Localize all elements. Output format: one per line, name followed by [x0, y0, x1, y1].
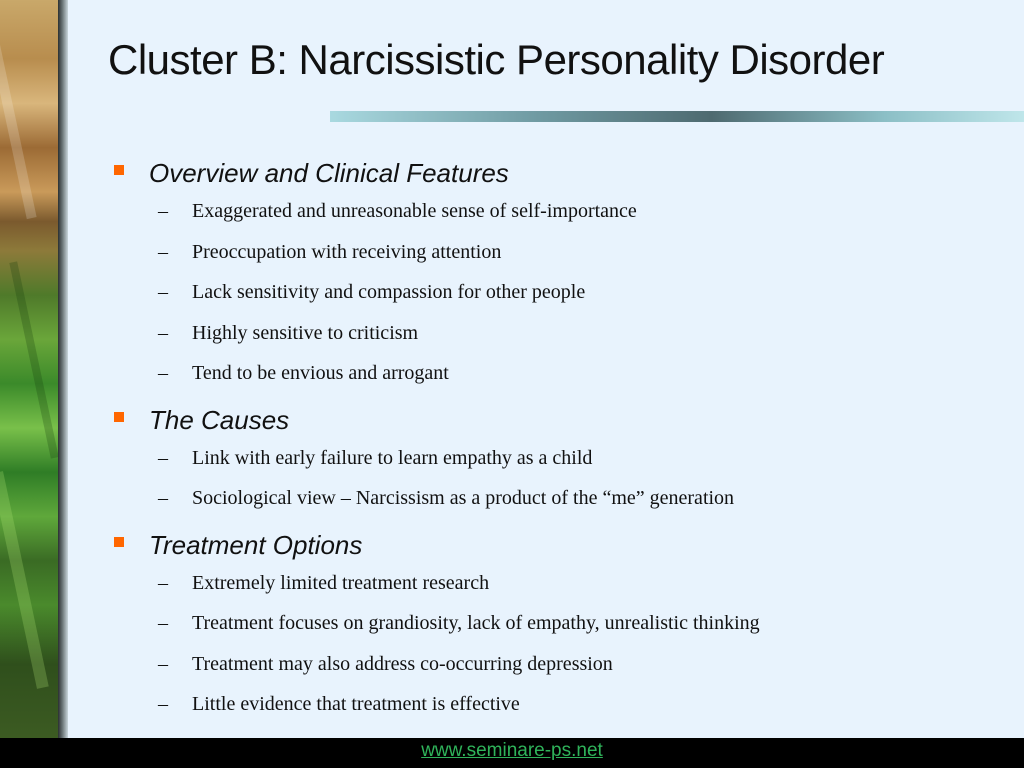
section-overview: [108, 152, 988, 399]
dash-bullet-icon: –: [158, 281, 168, 303]
list-item: [108, 358, 988, 399]
list-item: [108, 277, 988, 318]
list-item-text: Treatment focuses on grandiosity, lack of empathy, unrealistic thinking: [192, 612, 760, 634]
section-heading: [108, 524, 988, 568]
footer-website-link[interactable]: www.seminare-ps.net: [421, 740, 603, 761]
strip-streak: [0, 41, 37, 219]
square-bullet-icon: [114, 412, 124, 422]
dash-bullet-icon: –: [158, 362, 168, 384]
dash-bullet-icon: –: [158, 321, 168, 344]
sub-bullet-list: [108, 443, 988, 524]
dash-bullet-icon: –: [158, 200, 168, 222]
list-item-text: Sociological view – Narcissism as a product of the “me” generation: [192, 487, 735, 509]
sub-bullet-list: [108, 568, 988, 730]
section-heading-text: Overview and Clinical Features: [149, 158, 509, 188]
list-item-text: Little evidence that treatment is effective: [192, 693, 520, 715]
list-item-text: Tend to be envious and arrogant: [192, 362, 449, 384]
section-heading: [108, 152, 988, 196]
list-item-text: Highly sensitive to criticism: [192, 321, 419, 344]
strip-streak: [0, 471, 49, 689]
strip-streak: [9, 261, 58, 458]
dash-bullet-icon: –: [158, 487, 168, 509]
list-item-text: Exaggerated and unreasonable sense of self-importance: [192, 200, 637, 222]
section-causes: [108, 399, 988, 524]
strip-shadow: [58, 0, 68, 738]
section-heading-text: Treatment Options: [149, 529, 363, 560]
dash-bullet-icon: –: [158, 240, 168, 263]
square-bullet-icon: [114, 537, 124, 547]
list-item: [108, 443, 988, 484]
list-item: [108, 483, 988, 524]
list-item-text: Lack sensitivity and compassion for other people: [192, 281, 586, 303]
dash-bullet-icon: –: [158, 652, 168, 675]
decorative-leaf-strip: [0, 0, 58, 738]
sub-bullet-list: [108, 196, 988, 399]
section-treatment: [108, 524, 988, 730]
title-underline-bar: [330, 111, 1024, 122]
list-item-text: Treatment may also address co-occurring depression: [192, 652, 613, 675]
list-item: [108, 568, 988, 609]
list-item: [108, 196, 988, 237]
dash-bullet-icon: –: [158, 612, 168, 634]
list-item: [108, 318, 988, 359]
list-item: [108, 237, 988, 278]
dash-bullet-icon: –: [158, 571, 168, 594]
list-item: [108, 689, 988, 730]
list-item: [108, 608, 988, 649]
square-bullet-icon: [114, 165, 124, 175]
slide-title: Cluster B: Narcissistic Personality Disorder: [108, 36, 885, 83]
dash-bullet-icon: –: [158, 693, 168, 715]
list-item-text: Preoccupation with receiving attention: [192, 240, 502, 263]
section-heading-text: The Causes: [149, 404, 290, 435]
footer-bar: [0, 738, 1024, 768]
list-item-text: Extremely limited treatment research: [192, 571, 490, 594]
list-item-text: Link with early failure to learn empathy as a child: [192, 446, 593, 469]
section-heading: [108, 399, 988, 443]
slide-content: [108, 152, 988, 730]
list-item: [108, 649, 988, 690]
dash-bullet-icon: –: [158, 446, 168, 469]
